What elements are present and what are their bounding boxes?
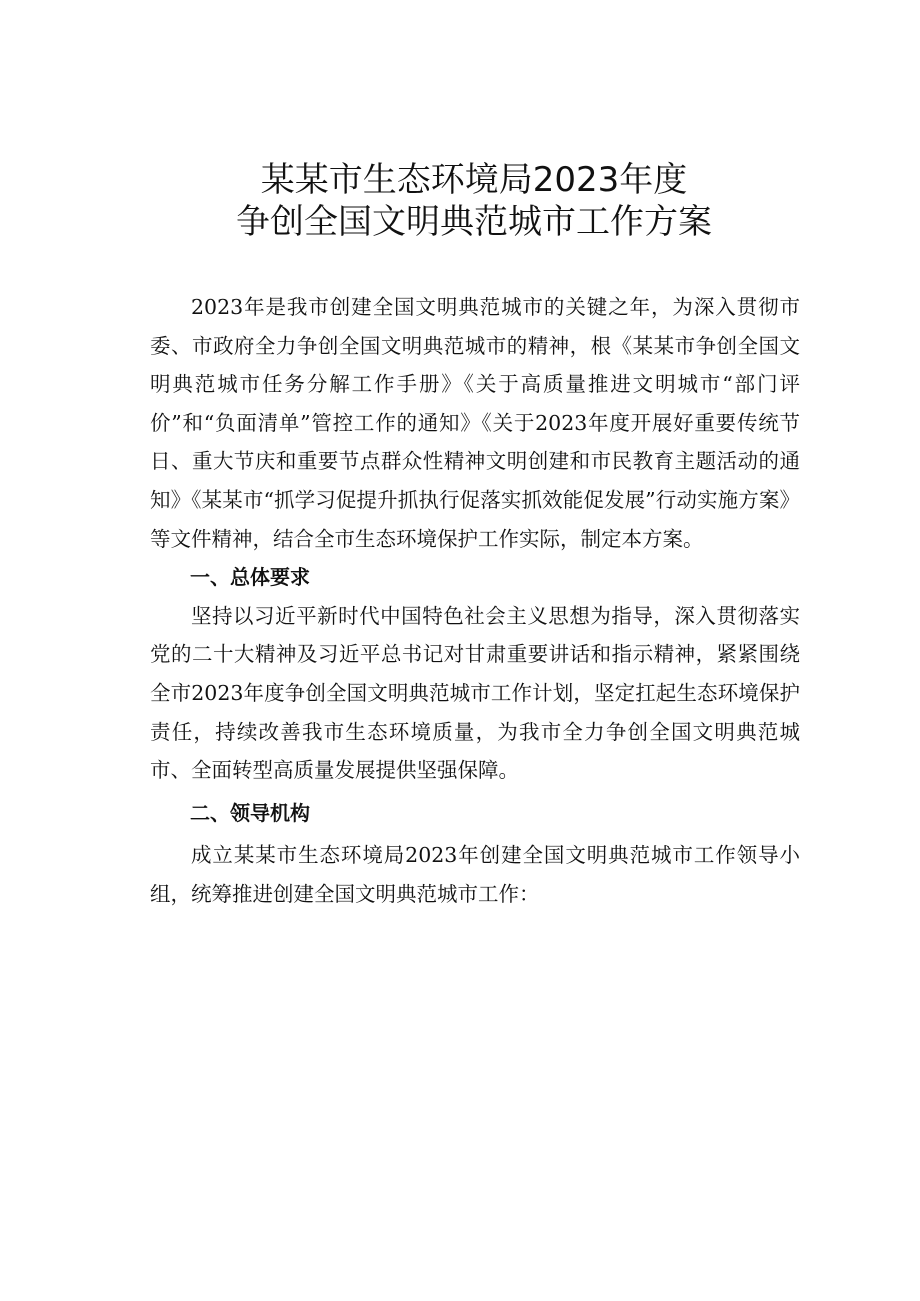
section-heading-leadership: 二、领导机构 [190, 800, 310, 825]
section-heading-general-requirements: 一、总体要求 [190, 565, 310, 590]
document-title-line-1: 某某市生态环境局2023年度 [260, 160, 688, 200]
document-body [150, 288, 800, 914]
intro-paragraph: 2023年是我市创建全国文明典范城市的关键之年，为深入贯彻市委、市政府全力争创全国文明典范城市的精神，根《某某市争创全国文明典范城市任务分解工作手册》《关于高质量推进文明城市“部门评价”和“负面清单”管控工作的通知》《关于2023年度开展好重要传统节日、重大节庆和重要节点群众性精神文明创建和市民教育主题活动的通知》《某某市“抓学习促提升抓执行促落实抓效能促发展”行动实施方案》等文件精神，结合全市生态环境保护工作实际，制定本方案。 [150, 295, 800, 551]
document-title-line-2: 争创全国文明典范城市工作方案 [236, 202, 712, 242]
section-paragraph-general-requirements: 坚持以习近平新时代中国特色社会主义思想为指导，深入贯彻落实党的二十大精神及习近平总书记对甘肃重要讲话和指示精神，紧紧围绕全市2023年度争创全国文明典范城市工作计划，坚定扛起生态环境保护责任，持续改善我市生态环境质量，为我市全力争创全国文明典范城市、全面转型高质量发展提供坚强保障。 [150, 603, 800, 783]
section-paragraph-leadership: 成立某某市生态环境局2023年创建全国文明典范城市工作领导小组，统筹推进创建全国文明典范城市工作： [150, 843, 800, 906]
